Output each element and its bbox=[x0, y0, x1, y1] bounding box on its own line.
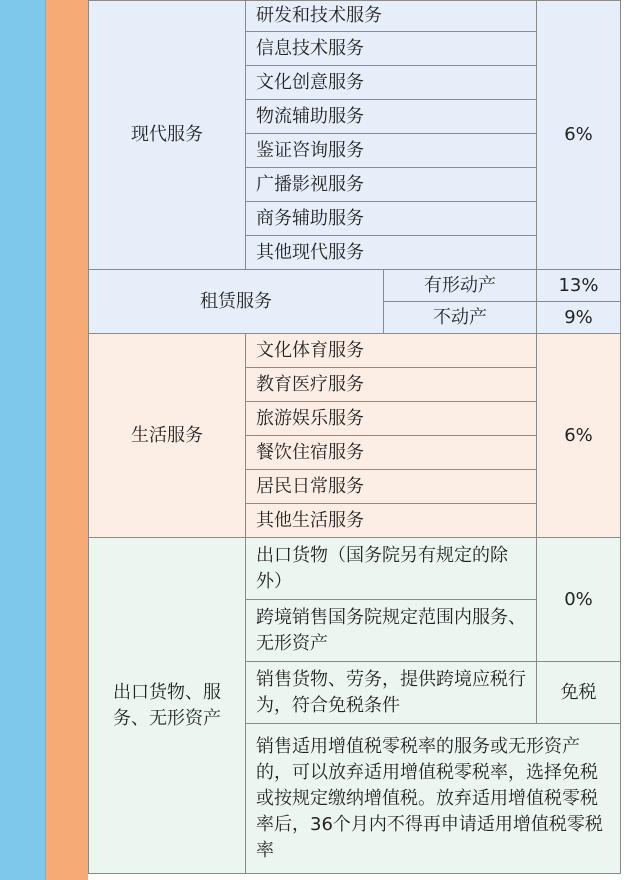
item-cultural-creative: 文化创意服务 bbox=[246, 66, 537, 100]
item-culture-sports: 文化体育服务 bbox=[246, 334, 537, 368]
leasing-label: 租赁服务 bbox=[89, 270, 384, 334]
item-rd-tech: 研发和技术服务 bbox=[246, 1, 537, 32]
item-cross-border: 跨境销售国务院规定范围内服务、无形资产 bbox=[246, 600, 537, 662]
rate-exempt: 免税 bbox=[537, 662, 621, 724]
item-broadcast-film: 广播影视服务 bbox=[246, 168, 537, 202]
rate-zero: 0% bbox=[537, 538, 621, 662]
table-row bbox=[89, 334, 621, 368]
item-assurance-consulting: 鉴证咨询服务 bbox=[246, 134, 537, 168]
rate-real-estate: 9% bbox=[537, 302, 621, 334]
category-living-services: 生活服务 bbox=[89, 334, 246, 538]
table-row bbox=[89, 538, 621, 600]
table-row bbox=[89, 1, 621, 32]
category-modern-services: 现代服务 bbox=[89, 1, 246, 270]
rate-tangible: 13% bbox=[537, 270, 621, 302]
leasing-tangible: 有形动产 bbox=[384, 270, 537, 302]
table-row bbox=[89, 270, 621, 302]
leasing-real-estate: 不动产 bbox=[384, 302, 537, 334]
item-logistics-aux: 物流辅助服务 bbox=[246, 100, 537, 134]
left-orange-column bbox=[46, 0, 88, 880]
item-it-services: 信息技术服务 bbox=[246, 32, 537, 66]
zero-rate-note: 销售适用增值税零税率的服务或无形资产的，可以放弃适用增值税零税率，选择免税或按规定缴纳增值税。放弃适用增值税零税率后，36个月内不得再申请适用增值税零税率 bbox=[246, 724, 621, 874]
item-resident-daily: 居民日常服务 bbox=[246, 470, 537, 504]
left-blue-column bbox=[0, 0, 46, 880]
item-catering-lodging: 餐饮住宿服务 bbox=[246, 436, 537, 470]
item-education-medical: 教育医疗服务 bbox=[246, 368, 537, 402]
item-other-living: 其他生活服务 bbox=[246, 504, 537, 538]
item-exempt-condition: 销售货物、劳务，提供跨境应税行为，符合免税条件 bbox=[246, 662, 537, 724]
category-export: 出口货物、服务、无形资产 bbox=[89, 538, 246, 874]
rate-living-services: 6% bbox=[537, 334, 621, 538]
item-tourism-entertainment: 旅游娱乐服务 bbox=[246, 402, 537, 436]
vat-rate-table bbox=[88, 0, 621, 874]
item-export-goods: 出口货物（国务院另有规定的除外） bbox=[246, 538, 537, 600]
item-other-modern: 其他现代服务 bbox=[246, 236, 537, 270]
item-business-aux: 商务辅助服务 bbox=[246, 202, 537, 236]
rate-modern-services: 6% bbox=[537, 1, 621, 270]
